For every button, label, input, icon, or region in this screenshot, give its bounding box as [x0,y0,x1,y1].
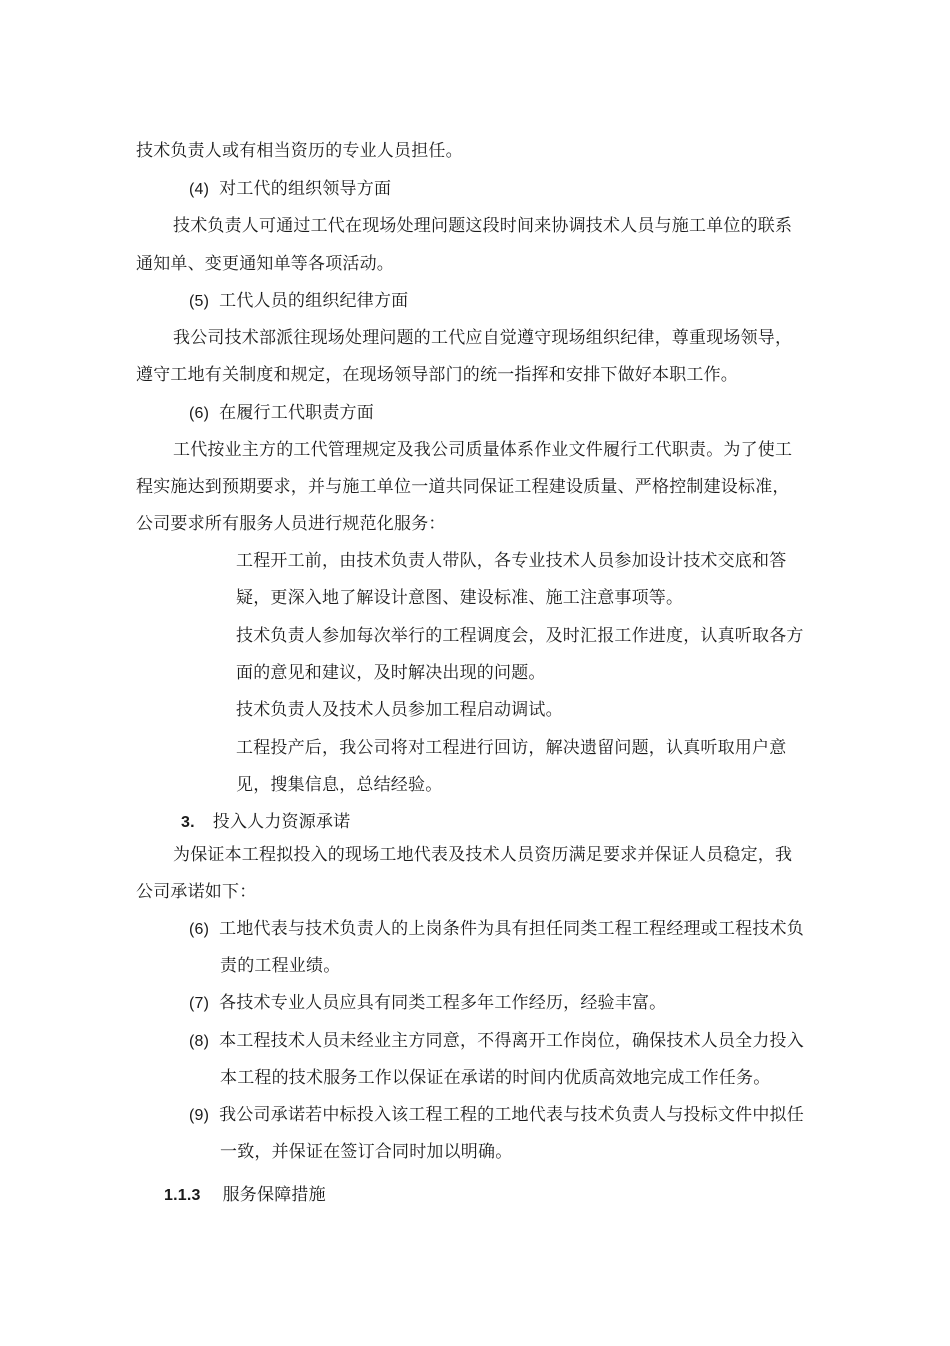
service-item-line: 面的意见和建议，及时解决出现的问题。 [236,663,546,683]
item-number: (7) [189,995,210,1012]
service-item-line: 工程开工前，由技术负责人带队，各专业技术人员参加设计技术交底和答 [236,551,787,571]
item-text: 工地代表与技术负责人的上岗条件为具有担任同类工程工程经理或工程技术负 [219,919,804,939]
heading-text: 对工代的组织领导方面 [219,179,392,199]
section-heading-1-1-3 [164,1184,326,1207]
commitment-item-line: 责的工程业绩。 [220,956,341,976]
item-text: 我公司承诺若中标投入该工程工程的工地代表与技术负责人与投标文件中拟任 [219,1105,804,1125]
paragraph-line: 技术负责人可通过工代在现场处理问题这段时间来协调技术人员与施工单位的联系 [173,216,793,236]
item-number: (9) [189,1107,210,1124]
service-item-line: 见，搜集信息，总结经验。 [236,775,443,795]
commitment-item-line: 一致，并保证在签订合同时加以明确。 [220,1142,513,1162]
item-number: (6) [189,921,210,938]
paragraph-line: 公司承诺如下： [136,882,257,902]
heading-text: 服务保障措施 [222,1185,326,1205]
paragraph-line: 公司要求所有服务人员进行规范化服务： [136,514,446,534]
section-heading-4 [189,178,391,201]
heading-number: (5) [189,293,210,310]
service-item-line: 技术负责人及技术人员参加工程启动调试。 [236,700,563,720]
heading-text: 工代人员的组织纪律方面 [219,291,409,311]
service-item-line: 工程投产后，我公司将对工程进行回访，解决遗留问题，认真听取用户意 [236,738,787,758]
heading-text: 投入人力资源承诺 [212,812,351,832]
commitment-item-8 [189,1030,804,1053]
paragraph-line: 程实施达到预期要求，并与施工单位一道共同保证工程建设质量、严格控制建设标准， [136,477,790,497]
paragraph-line: 技术负责人或有相当资历的专业人员担任。 [136,141,463,161]
item-text: 本工程技术人员未经业主方同意，不得离开工作岗位，确保技术人员全力投入 [219,1031,804,1051]
paragraph-line: 为保证本工程拟投入的现场工地代表及技术人员资历满足要求并保证人员稳定，我 [173,845,793,865]
service-item-line: 疑，更深入地了解设计意图、建设标准、施工注意事项等。 [236,588,684,608]
commitment-item-7 [189,992,666,1015]
commitment-item-6 [189,918,804,941]
commitment-item-line: 本工程的技术服务工作以保证在承诺的时间内优质高效地完成工作任务。 [220,1068,771,1088]
paragraph-line: 通知单、变更通知单等各项活动。 [136,254,394,274]
section-heading-3 [181,811,350,834]
paragraph-line: 工代按业主方的工代管理规定及我公司质量体系作业文件履行工代职责。为了使工 [173,440,793,460]
section-heading-5 [189,290,408,313]
paragraph-line: 遵守工地有关制度和规定，在现场领导部门的统一指挥和安排下做好本职工作。 [136,365,738,385]
heading-number: 3. [181,814,195,831]
paragraph-line: 我公司技术部派往现场处理问题的工代应自觉遵守现场组织纪律，尊重现场领导， [173,328,793,348]
commitment-item-9 [189,1104,804,1127]
service-item-line: 技术负责人参加每次举行的工程调度会，及时汇报工作进度，认真听取各方 [236,626,804,646]
heading-number: 1.1.3 [164,1187,201,1204]
section-heading-6 [189,402,374,425]
item-number: (8) [189,1033,210,1050]
item-text: 各技术专业人员应具有同类工程多年工作经历，经验丰富。 [219,993,667,1013]
heading-number: (4) [189,181,210,198]
heading-number: (6) [189,405,210,422]
heading-text: 在履行工代职责方面 [219,403,374,423]
